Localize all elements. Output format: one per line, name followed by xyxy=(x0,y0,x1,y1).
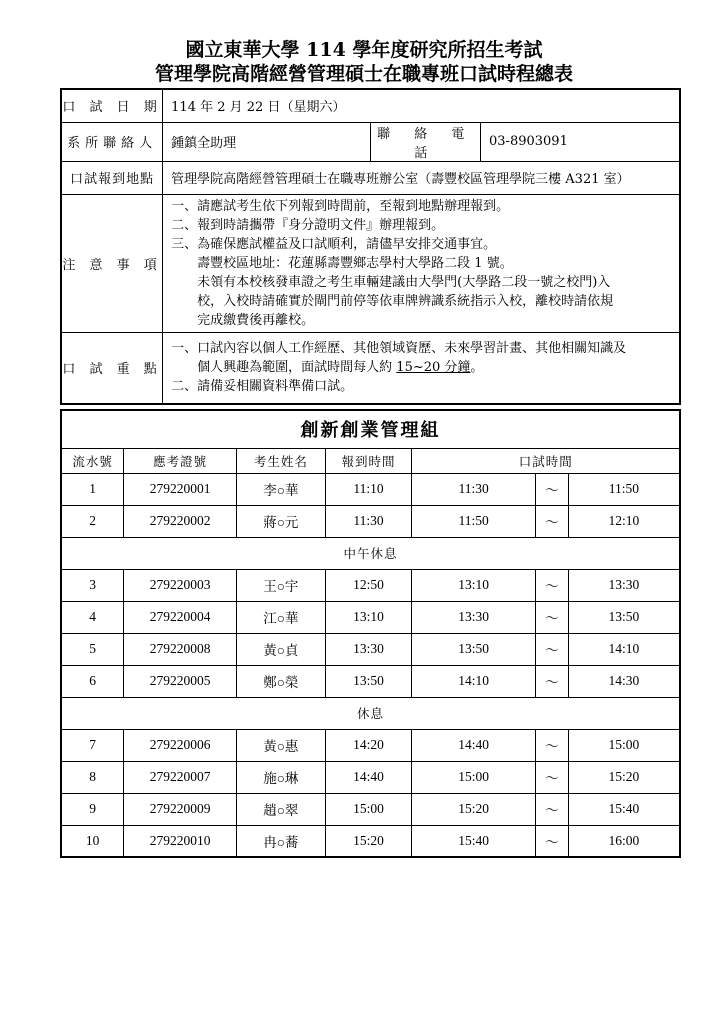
date-row xyxy=(61,89,680,122)
cell-seq: 4 xyxy=(61,601,124,633)
cell-name: 黃○惠 xyxy=(237,729,326,761)
cell-exam-no: 279220007 xyxy=(124,761,237,793)
location-value: 管理學院高階經營管理碩士在職專班辦公室（壽豐校區管理學院三樓 A321 室） xyxy=(163,161,680,194)
cell-seq: 2 xyxy=(61,505,124,537)
note-line: 三、為確保應試權益及口試順利，請儘早安排交通事宜。 xyxy=(171,236,497,252)
cell-checkin: 15:20 xyxy=(325,825,412,857)
cell-name: 冉○蕎 xyxy=(237,825,326,857)
col-header-interview: 口試時間 xyxy=(412,448,680,473)
cell-exam-no: 279220010 xyxy=(124,825,237,857)
cell-exam-no: 279220002 xyxy=(124,505,237,537)
cell-start: 13:50 xyxy=(412,633,536,665)
cell-seq: 5 xyxy=(61,633,124,665)
cell-tilde: ～ xyxy=(535,729,568,761)
cell-end: 14:30 xyxy=(568,665,680,697)
cell-checkin: 13:30 xyxy=(325,633,412,665)
cell-name: 鄭○榮 xyxy=(237,665,326,697)
cell-start: 15:00 xyxy=(412,761,536,793)
cell-checkin: 14:20 xyxy=(325,729,412,761)
phone-value: 03-8903091 xyxy=(481,122,680,161)
cell-tilde: ～ xyxy=(535,505,568,537)
cell-seq: 8 xyxy=(61,761,124,793)
cell-tilde: ～ xyxy=(535,569,568,601)
contact-value: 鍾鎮全助理 xyxy=(163,122,371,161)
cell-name: 趙○翠 xyxy=(237,793,326,825)
date-label: 口 試 日 期 xyxy=(61,89,163,122)
note-line: 未領有本校核發車證之考生車輛建議由大學門(大學路二段一號之校門)入 xyxy=(197,274,611,290)
cell-start: 11:30 xyxy=(412,473,536,505)
cell-end: 15:00 xyxy=(568,729,680,761)
cell-tilde: ～ xyxy=(535,473,568,505)
cell-start: 14:10 xyxy=(412,665,536,697)
cell-name: 李○華 xyxy=(237,473,326,505)
cell-start: 13:30 xyxy=(412,601,536,633)
notes-label: 注 意 事 項 xyxy=(61,194,163,332)
cell-name: 蔣○元 xyxy=(237,505,326,537)
focus-line: 二、請備妥相關資料準備口試。 xyxy=(171,379,354,395)
lunch-break-label: 中午休息 xyxy=(61,537,680,569)
focus-row xyxy=(61,332,680,404)
cell-end: 11:50 xyxy=(568,473,680,505)
cell-start: 15:40 xyxy=(412,825,536,857)
cell-exam-no: 279220003 xyxy=(124,569,237,601)
cell-exam-no: 279220006 xyxy=(124,729,237,761)
cell-name: 江○華 xyxy=(237,601,326,633)
cell-checkin: 11:10 xyxy=(325,473,412,505)
cell-exam-no: 279220009 xyxy=(124,793,237,825)
col-header-seq: 流水號 xyxy=(61,448,124,473)
location-label: 口試報到地點 xyxy=(61,161,163,194)
focus-text-end: 。 xyxy=(470,360,484,376)
col-header-checkin: 報到時間 xyxy=(325,448,412,473)
group-row xyxy=(61,410,680,448)
cell-tilde: ～ xyxy=(535,825,568,857)
table-row xyxy=(61,601,680,633)
focus-duration: 15~20 分鐘 xyxy=(396,360,471,376)
page-subtitle: 管理學院高階經營管理碩士在職專班口試時程總表 xyxy=(154,63,573,85)
table-row xyxy=(61,793,680,825)
cell-seq: 1 xyxy=(61,473,124,505)
focus-line: 一、口試內容以個人工作經歷、其他領域資歷、未來學習計畫、其他相關知識及 xyxy=(171,341,627,357)
focus-label: 口 試 重 點 xyxy=(61,332,163,404)
note-line: 一、請應試考生依下列報到時間前，至報到地點辦理報到。 xyxy=(171,198,510,214)
note-line: 二、報到時請攜帶『身分證明文件』辦理報到。 xyxy=(171,217,445,233)
focus-text: 個人興趣為範圍，面試時間每人約 xyxy=(197,360,397,376)
cell-start: 13:10 xyxy=(412,569,536,601)
note-line: 完成繳費後再離校。 xyxy=(197,312,315,328)
cell-checkin: 13:10 xyxy=(325,601,412,633)
cell-seq: 6 xyxy=(61,665,124,697)
col-header-exam-no: 應考證號 xyxy=(124,448,237,473)
phone-label: 聯 絡 電 話 xyxy=(371,122,481,161)
cell-end: 13:30 xyxy=(568,569,680,601)
col-header-name: 考生姓名 xyxy=(237,448,326,473)
date-value: 114 年 2 月 22 日（星期六） xyxy=(163,89,680,122)
cell-tilde: ～ xyxy=(535,665,568,697)
table-row xyxy=(61,665,680,697)
break-label: 休息 xyxy=(61,697,680,729)
cell-checkin: 11:30 xyxy=(325,505,412,537)
cell-start: 15:20 xyxy=(412,793,536,825)
cell-checkin: 15:00 xyxy=(325,793,412,825)
cell-seq: 7 xyxy=(61,729,124,761)
cell-checkin: 13:50 xyxy=(325,665,412,697)
contact-row xyxy=(61,122,680,161)
cell-name: 黃○貞 xyxy=(237,633,326,665)
focus-content xyxy=(163,332,680,404)
cell-tilde: ～ xyxy=(535,601,568,633)
cell-name: 王○宇 xyxy=(237,569,326,601)
cell-tilde: ～ xyxy=(535,633,568,665)
cell-name: 施○琳 xyxy=(237,761,326,793)
group-title: 創新創業管理組 xyxy=(61,410,680,448)
cell-end: 16:00 xyxy=(568,825,680,857)
table-row xyxy=(61,633,680,665)
cell-start: 11:50 xyxy=(412,505,536,537)
table-row xyxy=(61,473,680,505)
cell-exam-no: 279220005 xyxy=(124,665,237,697)
note-line: 壽豐校區地址：花蓮縣壽豐鄉志學村大學路二段 1 號。 xyxy=(197,255,513,271)
cell-end: 15:40 xyxy=(568,793,680,825)
cell-end: 15:20 xyxy=(568,761,680,793)
table-row xyxy=(61,825,680,857)
cell-checkin: 14:40 xyxy=(325,761,412,793)
cell-start: 14:40 xyxy=(412,729,536,761)
table-row xyxy=(61,569,680,601)
location-row xyxy=(61,161,680,194)
break-row xyxy=(61,697,680,729)
header-row xyxy=(61,448,680,473)
schedule-table xyxy=(60,409,681,858)
table-row xyxy=(61,505,680,537)
cell-seq: 9 xyxy=(61,793,124,825)
cell-exam-no: 279220004 xyxy=(124,601,237,633)
focus-line xyxy=(171,358,679,377)
note-line: 校，入校時請確實於閘門前停等依車牌辨識系統指示入校，離校時請依規 xyxy=(197,293,614,309)
contact-label: 系所聯絡人 xyxy=(61,122,163,161)
cell-exam-no: 279220001 xyxy=(124,473,237,505)
page-title: 國立東華大學 114 學年度研究所招生考試 xyxy=(185,39,543,61)
cell-end: 14:10 xyxy=(568,633,680,665)
cell-seq: 3 xyxy=(61,569,124,601)
lunch-break-row xyxy=(61,537,680,569)
cell-checkin: 12:50 xyxy=(325,569,412,601)
cell-tilde: ～ xyxy=(535,761,568,793)
cell-end: 13:50 xyxy=(568,601,680,633)
notes-content xyxy=(163,194,680,332)
cell-tilde: ～ xyxy=(535,793,568,825)
cell-end: 12:10 xyxy=(568,505,680,537)
notes-row xyxy=(61,194,680,332)
table-row xyxy=(61,729,680,761)
table-row xyxy=(61,761,680,793)
cell-seq: 10 xyxy=(61,825,124,857)
cell-exam-no: 279220008 xyxy=(124,633,237,665)
info-table xyxy=(60,88,681,405)
